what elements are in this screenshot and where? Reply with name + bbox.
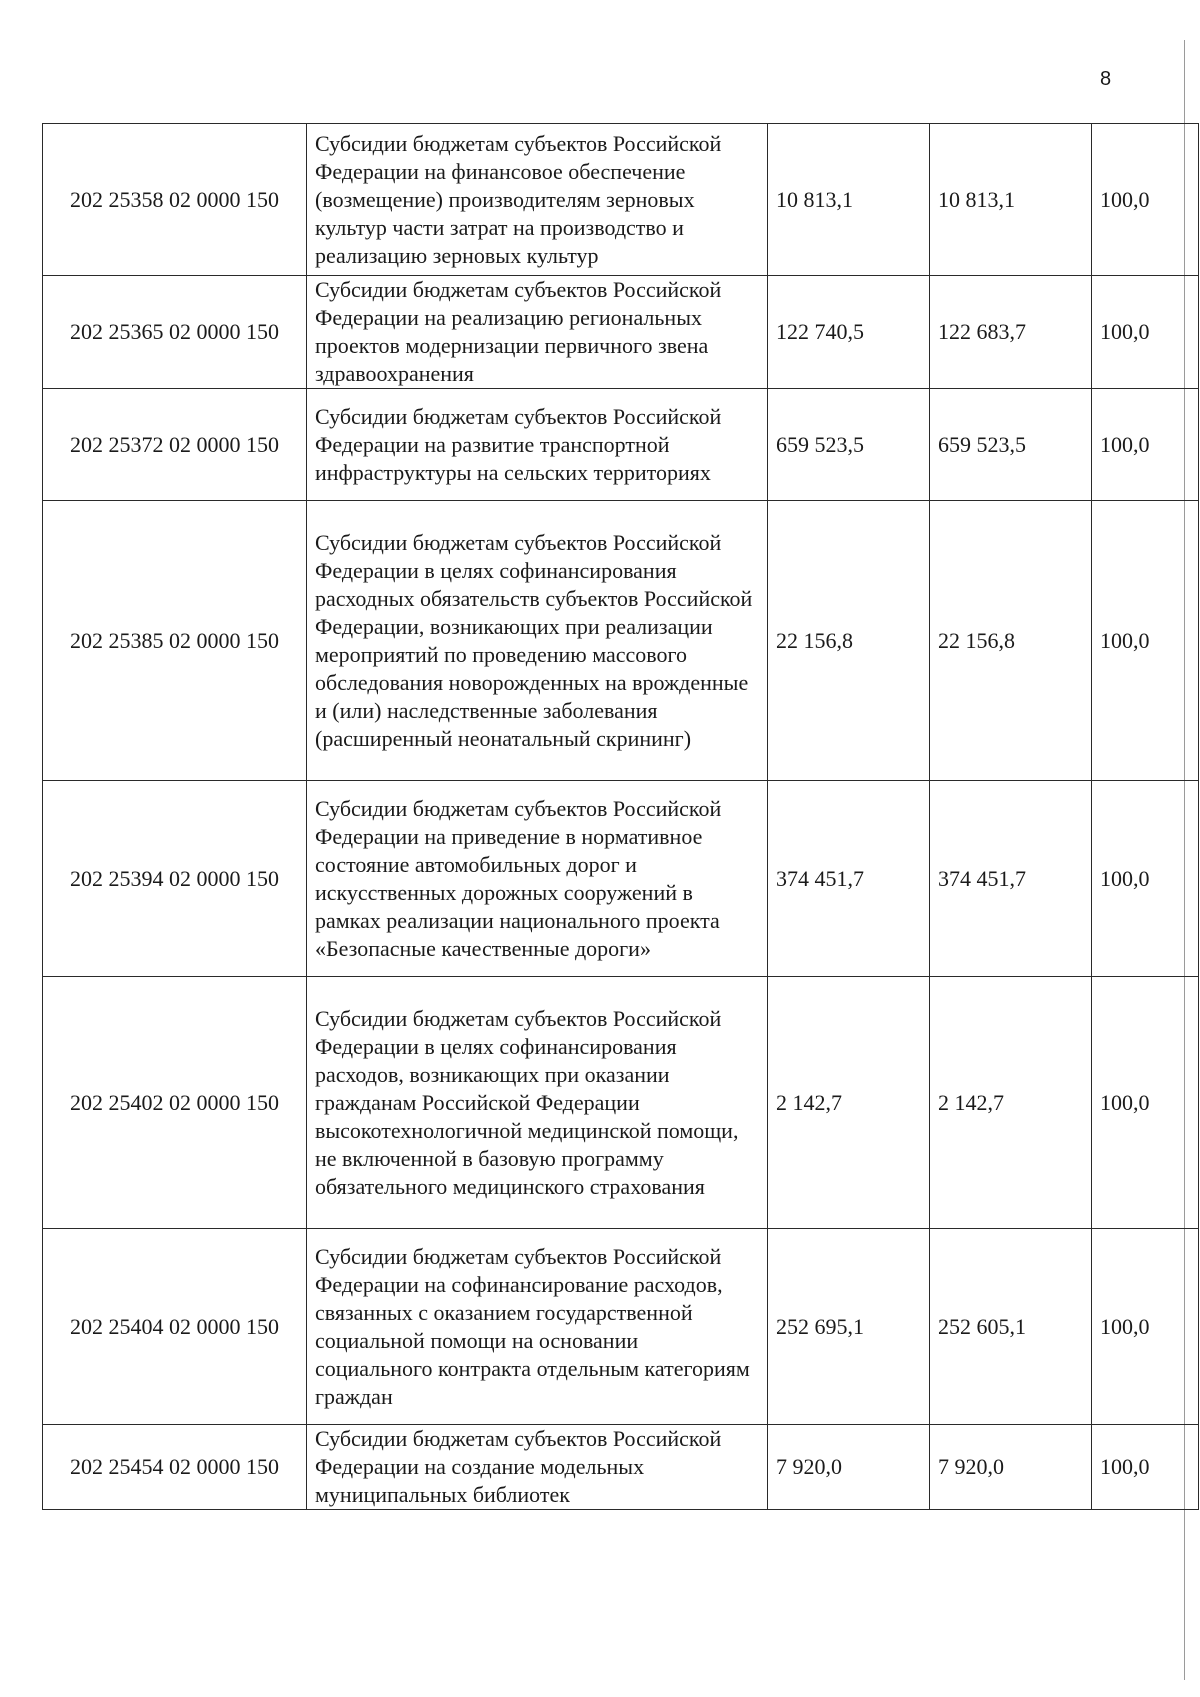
actual-amount: 10 813,1 <box>930 124 1092 276</box>
table-row <box>43 1229 1199 1425</box>
execution-percent: 100,0 <box>1092 781 1199 977</box>
actual-amount: 2 142,7 <box>930 977 1092 1229</box>
budget-description: Субсидии бюджетам субъектов Российской Федерации на софинансирование расходов, связанных с оказанием государственной социальной помощи на основании социального контракта отдельным категориям граждан <box>307 1229 768 1425</box>
planned-amount: 374 451,7 <box>768 781 930 977</box>
table-row <box>43 124 1199 276</box>
execution-percent: 100,0 <box>1092 1425 1199 1510</box>
actual-amount: 252 605,1 <box>930 1229 1092 1425</box>
execution-percent: 100,0 <box>1092 389 1199 501</box>
table-row <box>43 1425 1199 1510</box>
execution-percent: 100,0 <box>1092 501 1199 781</box>
budget-description: Субсидии бюджетам субъектов Российской Федерации в целях софинансирования расходов, возникающих при оказании гражданам Российской Федерации высокотехнологичной медицинской помощи, не включенной в базовую программу обязательного медицинского страхования <box>307 977 768 1229</box>
table-row <box>43 781 1199 977</box>
table-row <box>43 977 1199 1229</box>
budget-table <box>42 123 1199 1510</box>
actual-amount: 7 920,0 <box>930 1425 1092 1510</box>
planned-amount: 659 523,5 <box>768 389 930 501</box>
budget-description: Субсидии бюджетам субъектов Российской Федерации на реализацию региональных проектов модернизации первичного звена здравоохранения <box>307 276 768 389</box>
budget-description: Субсидии бюджетам субъектов Российской Федерации в целях софинансирования расходных обязательств субъектов Российской Федерации, возникающих при реализации мероприятий по проведению массового обследования новорожденных на врожденные и (или) наследственные заболевания (расширенный неонатальный скрининг) <box>307 501 768 781</box>
actual-amount: 122 683,7 <box>930 276 1092 389</box>
execution-percent: 100,0 <box>1092 1229 1199 1425</box>
execution-percent: 100,0 <box>1092 276 1199 389</box>
planned-amount: 252 695,1 <box>768 1229 930 1425</box>
budget-code: 202 25404 02 0000 150 <box>43 1229 307 1425</box>
budget-code: 202 25385 02 0000 150 <box>43 501 307 781</box>
page-number: 8 <box>1100 68 1112 90</box>
planned-amount: 10 813,1 <box>768 124 930 276</box>
budget-code: 202 25454 02 0000 150 <box>43 1425 307 1510</box>
budget-code: 202 25358 02 0000 150 <box>43 124 307 276</box>
budget-code: 202 25365 02 0000 150 <box>43 276 307 389</box>
execution-percent: 100,0 <box>1092 977 1199 1229</box>
planned-amount: 7 920,0 <box>768 1425 930 1510</box>
actual-amount: 659 523,5 <box>930 389 1092 501</box>
budget-description: Субсидии бюджетам субъектов Российской Федерации на приведение в нормативное состояние автомобильных дорог и искусственных дорожных сооружений в рамках реализации национального проекта «Безопасные качественные дороги» <box>307 781 768 977</box>
table-row <box>43 389 1199 501</box>
table-row <box>43 276 1199 389</box>
planned-amount: 2 142,7 <box>768 977 930 1229</box>
budget-description: Субсидии бюджетам субъектов Российской Федерации на финансовое обеспечение (возмещение) производителям зерновых культур части затрат на производство и реализацию зерновых культур <box>307 124 768 276</box>
planned-amount: 22 156,8 <box>768 501 930 781</box>
table-row <box>43 501 1199 781</box>
budget-code: 202 25402 02 0000 150 <box>43 977 307 1229</box>
actual-amount: 22 156,8 <box>930 501 1092 781</box>
budget-code: 202 25372 02 0000 150 <box>43 389 307 501</box>
budget-description: Субсидии бюджетам субъектов Российской Федерации на создание модельных муниципальных библиотек <box>307 1425 768 1510</box>
actual-amount: 374 451,7 <box>930 781 1092 977</box>
budget-description: Субсидии бюджетам субъектов Российской Федерации на развитие транспортной инфраструктуры на сельских территориях <box>307 389 768 501</box>
planned-amount: 122 740,5 <box>768 276 930 389</box>
budget-code: 202 25394 02 0000 150 <box>43 781 307 977</box>
execution-percent: 100,0 <box>1092 124 1199 276</box>
